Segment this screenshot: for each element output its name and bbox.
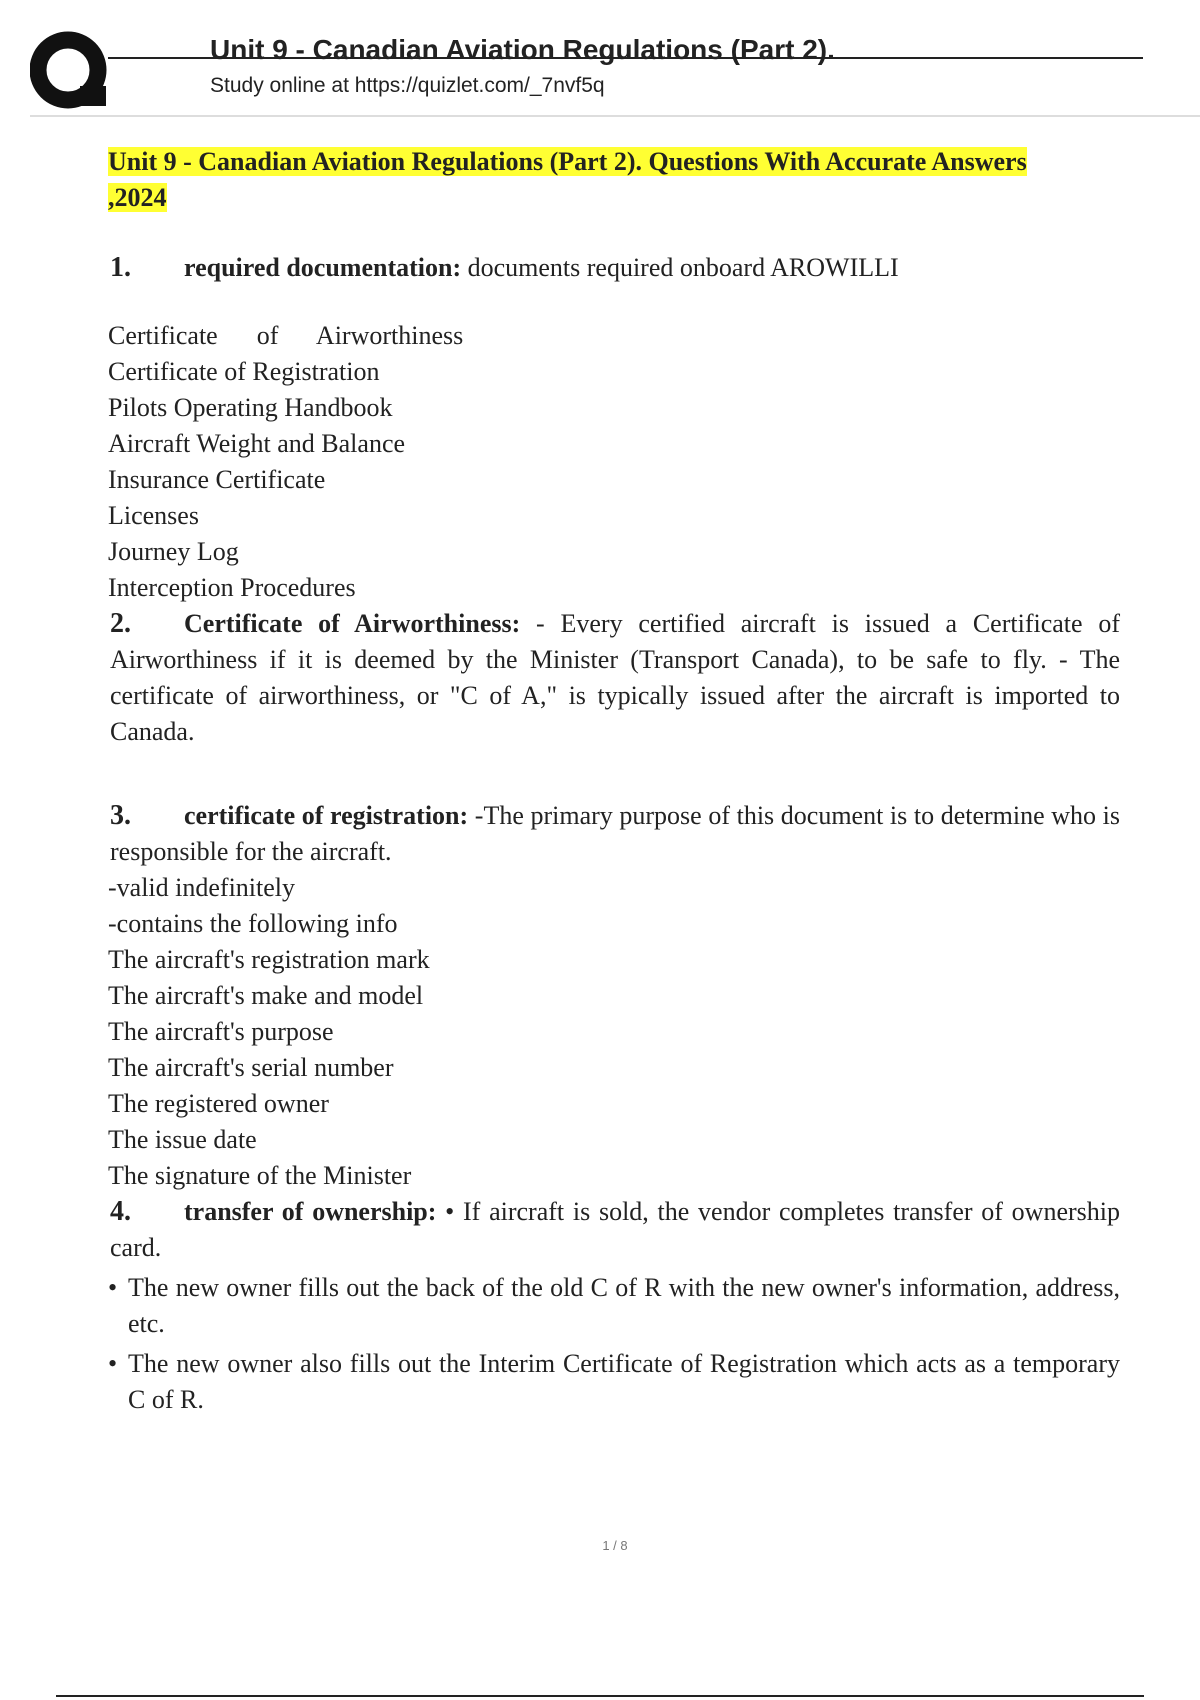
question-number: 4. [110, 1196, 131, 1227]
list-item: Pilots Operating Handbook [108, 393, 393, 422]
list-item: The registered owner [108, 1089, 329, 1118]
question-2 [108, 606, 1120, 750]
q4-bullets [108, 1270, 1120, 1418]
question-4 [108, 1194, 1120, 1266]
list-item: Interception Procedures [108, 573, 356, 602]
document-title-line1: Unit 9 - Canadian Aviation Regulations (Part 2). Questions With Accurate Answers [108, 147, 1027, 176]
page-header [0, 0, 1200, 120]
header-divider [30, 115, 1200, 117]
question-number: 2. [110, 608, 131, 639]
bullet-item: • The new owner also fills out the Interim Certificate of Registration which acts as a temporary C of R. [108, 1346, 1120, 1418]
list-item: Certificate of Registration [108, 357, 380, 386]
list-item: Certificate of Airworthiness [108, 321, 464, 350]
question-text: -The primary purpose of this document is to determine who is responsible for the aircraft. [110, 801, 1120, 866]
question-term: certificate of registration: [184, 801, 469, 830]
list-item: -contains the following info [108, 909, 398, 938]
question-text: documents required onboard AROWILLI [461, 253, 899, 282]
header-subtitle: Study online at https://quizlet.com/_7nvf5q [210, 74, 605, 97]
list-item: The aircraft's make and model [108, 981, 424, 1010]
list-item: Journey Log [108, 537, 239, 566]
q3-list [108, 870, 1120, 1194]
document-title [108, 144, 1118, 216]
question-term: transfer of ownership: [184, 1197, 437, 1226]
document-body [108, 144, 1120, 1422]
list-item: The aircraft's purpose [108, 1017, 334, 1046]
quizlet-logo-icon [30, 30, 110, 110]
list-item: -valid indefinitely [108, 873, 296, 902]
list-item: Aircraft Weight and Balance [108, 429, 406, 458]
list-item: Licenses [108, 501, 199, 530]
question-term: required documentation: [184, 253, 462, 282]
question-number: 1. [110, 252, 131, 283]
question-3 [108, 798, 1120, 870]
question-1 [108, 250, 1120, 286]
question-text: • If aircraft is sold, the vendor completes transfer of ownership card. [110, 1197, 1120, 1262]
q1-list [108, 318, 1120, 606]
list-item: The signature of the Minister [108, 1161, 412, 1190]
question-text: - Every certified aircraft is issued a Certificate of Airworthiness if it is deemed by the Minister (Transport Canada), to be safe to fly. - The certificate of airworthiness, or "C of A," is typically issued after the aircraft is imported to Canada. [110, 609, 1121, 746]
list-item: Insurance Certificate [108, 465, 326, 494]
question-term: Certificate of Airworthiness: [184, 609, 521, 638]
bottom-divider [56, 1695, 1144, 1697]
header-title: Unit 9 - Canadian Aviation Regulations (Part 2). [210, 34, 835, 65]
list-item: The aircraft's registration mark [108, 945, 430, 974]
page-number: 1 / 8 [602, 1538, 628, 1553]
document-title-line2: ,2024 [108, 183, 167, 212]
question-number: 3. [110, 800, 131, 831]
list-item: The aircraft's serial number [108, 1053, 394, 1082]
list-item: The issue date [108, 1125, 257, 1154]
bullet-item: • The new owner fills out the back of the old C of R with the new owner's information, address, etc. [108, 1270, 1120, 1342]
